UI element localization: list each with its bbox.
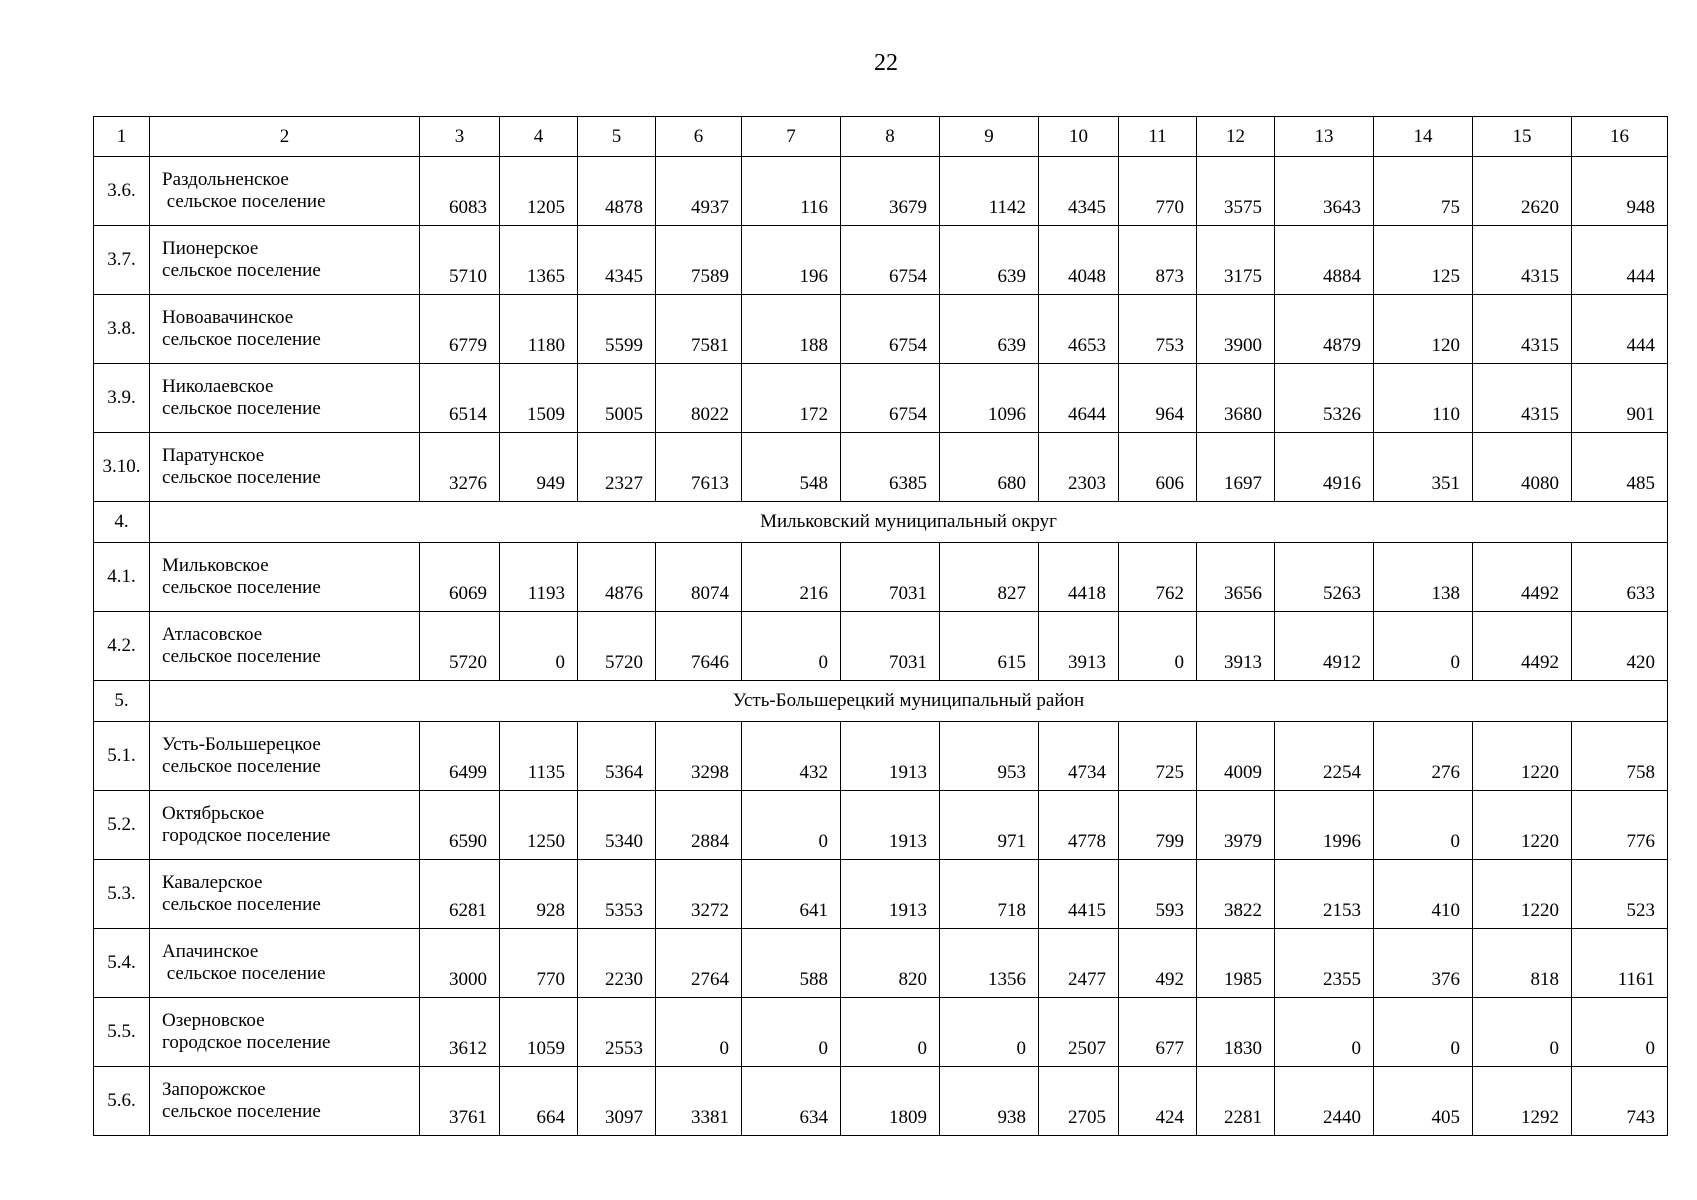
settlement-name-line: сельское поселение xyxy=(162,756,321,777)
value-cell: 1356 xyxy=(940,929,1039,998)
value-cell: 1250 xyxy=(500,791,578,860)
value-cell: 664 xyxy=(500,1067,578,1136)
value-cell: 125 xyxy=(1374,226,1473,295)
value-cell: 0 xyxy=(742,791,841,860)
value-cell: 1193 xyxy=(500,543,578,612)
value-cell: 1135 xyxy=(500,722,578,791)
settlement-name-line: городское поселение xyxy=(162,825,331,846)
value-cell: 3175 xyxy=(1197,226,1275,295)
value-cell: 3272 xyxy=(656,860,742,929)
value-cell: 2884 xyxy=(656,791,742,860)
value-cell: 971 xyxy=(940,791,1039,860)
table-row xyxy=(94,860,1668,929)
value-cell: 0 xyxy=(500,612,578,681)
value-cell: 1220 xyxy=(1473,791,1572,860)
value-cell: 3000 xyxy=(420,929,500,998)
column-header: 8 xyxy=(841,117,940,157)
value-cell: 3913 xyxy=(1197,612,1275,681)
value-cell: 2764 xyxy=(656,929,742,998)
row-number: 3.7. xyxy=(94,226,150,295)
settlement-name-line: сельское поселение xyxy=(162,191,326,212)
value-cell: 5710 xyxy=(420,226,500,295)
settlement-name-line: Раздольненское xyxy=(162,169,289,191)
value-cell: 7031 xyxy=(841,612,940,681)
value-cell: 1220 xyxy=(1473,722,1572,791)
settlement-name-line: Апачинское xyxy=(162,941,259,963)
value-cell: 410 xyxy=(1374,860,1473,929)
value-cell: 7589 xyxy=(656,226,742,295)
settlement-name-line: Пионерское xyxy=(162,238,259,260)
section-row xyxy=(94,502,1668,543)
value-cell: 770 xyxy=(1119,157,1197,226)
value-cell: 376 xyxy=(1374,929,1473,998)
value-cell: 820 xyxy=(841,929,940,998)
value-cell: 0 xyxy=(1119,612,1197,681)
value-cell: 6069 xyxy=(420,543,500,612)
column-header: 5 xyxy=(578,117,656,157)
value-cell: 3276 xyxy=(420,433,500,502)
value-cell: 4345 xyxy=(578,226,656,295)
value-cell: 2355 xyxy=(1275,929,1374,998)
value-cell: 901 xyxy=(1572,364,1668,433)
value-cell: 548 xyxy=(742,433,841,502)
value-cell: 5005 xyxy=(578,364,656,433)
value-cell: 0 xyxy=(1275,998,1374,1067)
row-number: 3.10. xyxy=(94,433,150,502)
value-cell: 1059 xyxy=(500,998,578,1067)
row-number: 4.1. xyxy=(94,543,150,612)
section-number: 4. xyxy=(94,502,150,543)
value-cell: 0 xyxy=(1374,612,1473,681)
value-cell: 4778 xyxy=(1039,791,1119,860)
value-cell: 4415 xyxy=(1039,860,1119,929)
settlement-name-line: сельское поселение xyxy=(162,577,321,598)
value-cell: 6514 xyxy=(420,364,500,433)
value-cell: 6779 xyxy=(420,295,500,364)
row-number: 5.3. xyxy=(94,860,150,929)
value-cell: 1096 xyxy=(940,364,1039,433)
column-header: 11 xyxy=(1119,117,1197,157)
value-cell: 799 xyxy=(1119,791,1197,860)
value-cell: 492 xyxy=(1119,929,1197,998)
settlement-name xyxy=(150,157,420,226)
value-cell: 444 xyxy=(1572,295,1668,364)
value-cell: 1509 xyxy=(500,364,578,433)
section-title: Мильковский муниципальный округ xyxy=(150,502,1668,543)
value-cell: 593 xyxy=(1119,860,1197,929)
column-header: 3 xyxy=(420,117,500,157)
section-number: 5. xyxy=(94,681,150,722)
value-cell: 6385 xyxy=(841,433,940,502)
value-cell: 1913 xyxy=(841,722,940,791)
value-cell: 1830 xyxy=(1197,998,1275,1067)
value-cell: 4876 xyxy=(578,543,656,612)
value-cell: 1913 xyxy=(841,791,940,860)
column-header: 2 xyxy=(150,117,420,157)
column-header: 1 xyxy=(94,117,150,157)
settlement-name xyxy=(150,1067,420,1136)
table-row xyxy=(94,295,1668,364)
value-cell: 4734 xyxy=(1039,722,1119,791)
value-cell: 948 xyxy=(1572,157,1668,226)
value-cell: 964 xyxy=(1119,364,1197,433)
value-cell: 4315 xyxy=(1473,295,1572,364)
value-cell: 4418 xyxy=(1039,543,1119,612)
value-cell: 7581 xyxy=(656,295,742,364)
value-cell: 6754 xyxy=(841,295,940,364)
value-cell: 6083 xyxy=(420,157,500,226)
value-cell: 5364 xyxy=(578,722,656,791)
settlement-name-line: сельское поселение xyxy=(162,329,321,350)
value-cell: 0 xyxy=(1572,998,1668,1067)
value-cell: 116 xyxy=(742,157,841,226)
value-cell: 4878 xyxy=(578,157,656,226)
settlement-name-line: Новоавачинское xyxy=(162,307,294,329)
column-header: 15 xyxy=(1473,117,1572,157)
settlement-name-line: Усть-Большерецкое xyxy=(162,734,321,756)
value-cell: 1142 xyxy=(940,157,1039,226)
value-cell: 4884 xyxy=(1275,226,1374,295)
value-cell: 588 xyxy=(742,929,841,998)
section-title: Усть-Большерецкий муниципальный район xyxy=(150,681,1668,722)
value-cell: 0 xyxy=(656,998,742,1067)
value-cell: 432 xyxy=(742,722,841,791)
value-cell: 3643 xyxy=(1275,157,1374,226)
settlement-name xyxy=(150,364,420,433)
value-cell: 110 xyxy=(1374,364,1473,433)
value-cell: 2705 xyxy=(1039,1067,1119,1136)
settlement-name-line: сельское поселение xyxy=(162,646,321,667)
table-body xyxy=(94,117,1668,1136)
value-cell: 818 xyxy=(1473,929,1572,998)
value-cell: 1996 xyxy=(1275,791,1374,860)
settlement-name-line: сельское поселение xyxy=(162,467,321,488)
value-cell: 188 xyxy=(742,295,841,364)
value-cell: 4080 xyxy=(1473,433,1572,502)
value-cell: 677 xyxy=(1119,998,1197,1067)
value-cell: 615 xyxy=(940,612,1039,681)
value-cell: 2254 xyxy=(1275,722,1374,791)
value-cell: 3381 xyxy=(656,1067,742,1136)
row-number: 4.2. xyxy=(94,612,150,681)
settlement-name-line: Запорожское xyxy=(162,1079,266,1101)
data-table xyxy=(93,116,1668,1136)
column-header: 12 xyxy=(1197,117,1275,157)
value-cell: 8074 xyxy=(656,543,742,612)
settlement-name-line: Мильковское xyxy=(162,555,269,577)
value-cell: 3097 xyxy=(578,1067,656,1136)
value-cell: 3979 xyxy=(1197,791,1275,860)
value-cell: 1365 xyxy=(500,226,578,295)
value-cell: 0 xyxy=(940,998,1039,1067)
settlement-name xyxy=(150,543,420,612)
value-cell: 2553 xyxy=(578,998,656,1067)
settlement-name xyxy=(150,226,420,295)
value-cell: 776 xyxy=(1572,791,1668,860)
value-cell: 4315 xyxy=(1473,364,1572,433)
value-cell: 485 xyxy=(1572,433,1668,502)
column-header: 10 xyxy=(1039,117,1119,157)
value-cell: 0 xyxy=(1473,998,1572,1067)
value-cell: 1809 xyxy=(841,1067,940,1136)
value-cell: 351 xyxy=(1374,433,1473,502)
value-cell: 949 xyxy=(500,433,578,502)
value-cell: 639 xyxy=(940,226,1039,295)
value-cell: 6590 xyxy=(420,791,500,860)
value-cell: 1292 xyxy=(1473,1067,1572,1136)
table-row xyxy=(94,998,1668,1067)
settlement-name-line: сельское поселение xyxy=(162,894,321,915)
value-cell: 6754 xyxy=(841,364,940,433)
value-cell: 4912 xyxy=(1275,612,1374,681)
row-number: 5.2. xyxy=(94,791,150,860)
value-cell: 7613 xyxy=(656,433,742,502)
settlement-name-line: сельское поселение xyxy=(162,1101,321,1122)
row-number: 3.8. xyxy=(94,295,150,364)
value-cell: 4937 xyxy=(656,157,742,226)
settlement-name-line: сельское поселение xyxy=(162,260,321,281)
value-cell: 424 xyxy=(1119,1067,1197,1136)
value-cell: 827 xyxy=(940,543,1039,612)
value-cell: 770 xyxy=(500,929,578,998)
value-cell: 953 xyxy=(940,722,1039,791)
value-cell: 7646 xyxy=(656,612,742,681)
value-cell: 3680 xyxy=(1197,364,1275,433)
value-cell: 5326 xyxy=(1275,364,1374,433)
value-cell: 2153 xyxy=(1275,860,1374,929)
value-cell: 3761 xyxy=(420,1067,500,1136)
value-cell: 762 xyxy=(1119,543,1197,612)
value-cell: 3575 xyxy=(1197,157,1275,226)
header-row xyxy=(94,117,1668,157)
value-cell: 138 xyxy=(1374,543,1473,612)
value-cell: 6499 xyxy=(420,722,500,791)
value-cell: 2440 xyxy=(1275,1067,1374,1136)
value-cell: 4315 xyxy=(1473,226,1572,295)
value-cell: 276 xyxy=(1374,722,1473,791)
value-cell: 0 xyxy=(841,998,940,1067)
row-number: 5.6. xyxy=(94,1067,150,1136)
value-cell: 3679 xyxy=(841,157,940,226)
table-row xyxy=(94,226,1668,295)
column-header: 16 xyxy=(1572,117,1668,157)
value-cell: 634 xyxy=(742,1067,841,1136)
value-cell: 758 xyxy=(1572,722,1668,791)
row-number: 5.5. xyxy=(94,998,150,1067)
value-cell: 420 xyxy=(1572,612,1668,681)
settlement-name xyxy=(150,929,420,998)
value-cell: 718 xyxy=(940,860,1039,929)
value-cell: 5720 xyxy=(420,612,500,681)
value-cell: 5720 xyxy=(578,612,656,681)
value-cell: 5340 xyxy=(578,791,656,860)
value-cell: 2477 xyxy=(1039,929,1119,998)
value-cell: 2507 xyxy=(1039,998,1119,1067)
value-cell: 0 xyxy=(1374,998,1473,1067)
section-row xyxy=(94,681,1668,722)
value-cell: 6281 xyxy=(420,860,500,929)
settlement-name-line: сельское поселение xyxy=(162,963,326,984)
page-number: 22 xyxy=(874,50,898,76)
table-row xyxy=(94,157,1668,226)
value-cell: 0 xyxy=(1374,791,1473,860)
settlement-name xyxy=(150,433,420,502)
table-row xyxy=(94,364,1668,433)
settlement-name-line: сельское поселение xyxy=(162,398,321,419)
settlement-name-line: Николаевское xyxy=(162,376,274,398)
value-cell: 444 xyxy=(1572,226,1668,295)
value-cell: 3913 xyxy=(1039,612,1119,681)
value-cell: 0 xyxy=(742,612,841,681)
value-cell: 216 xyxy=(742,543,841,612)
row-number: 3.9. xyxy=(94,364,150,433)
value-cell: 405 xyxy=(1374,1067,1473,1136)
settlement-name xyxy=(150,295,420,364)
settlement-name-line: Озерновское xyxy=(162,1010,265,1032)
settlement-name-line: Октябрьское xyxy=(162,803,265,825)
value-cell: 120 xyxy=(1374,295,1473,364)
value-cell: 1697 xyxy=(1197,433,1275,502)
value-cell: 3612 xyxy=(420,998,500,1067)
value-cell: 1913 xyxy=(841,860,940,929)
table-row xyxy=(94,929,1668,998)
settlement-name xyxy=(150,612,420,681)
settlement-name-line: Паратунское xyxy=(162,445,265,467)
value-cell: 1180 xyxy=(500,295,578,364)
value-cell: 680 xyxy=(940,433,1039,502)
value-cell: 3900 xyxy=(1197,295,1275,364)
column-header: 7 xyxy=(742,117,841,157)
value-cell: 641 xyxy=(742,860,841,929)
value-cell: 4048 xyxy=(1039,226,1119,295)
column-header: 4 xyxy=(500,117,578,157)
value-cell: 3822 xyxy=(1197,860,1275,929)
value-cell: 2230 xyxy=(578,929,656,998)
value-cell: 873 xyxy=(1119,226,1197,295)
table-row xyxy=(94,433,1668,502)
value-cell: 639 xyxy=(940,295,1039,364)
value-cell: 2303 xyxy=(1039,433,1119,502)
value-cell: 1161 xyxy=(1572,929,1668,998)
value-cell: 633 xyxy=(1572,543,1668,612)
value-cell: 4879 xyxy=(1275,295,1374,364)
settlement-name xyxy=(150,860,420,929)
value-cell: 4009 xyxy=(1197,722,1275,791)
value-cell: 606 xyxy=(1119,433,1197,502)
settlement-name-line: городское поселение xyxy=(162,1032,331,1053)
table-row xyxy=(94,612,1668,681)
table-row xyxy=(94,1067,1668,1136)
value-cell: 928 xyxy=(500,860,578,929)
column-header: 14 xyxy=(1374,117,1473,157)
value-cell: 7031 xyxy=(841,543,940,612)
value-cell: 3656 xyxy=(1197,543,1275,612)
settlement-name xyxy=(150,998,420,1067)
row-number: 5.4. xyxy=(94,929,150,998)
table-row xyxy=(94,791,1668,860)
value-cell: 8022 xyxy=(656,364,742,433)
column-header: 9 xyxy=(940,117,1039,157)
column-header: 13 xyxy=(1275,117,1374,157)
value-cell: 523 xyxy=(1572,860,1668,929)
settlement-name-line: Атласовское xyxy=(162,624,263,646)
value-cell: 938 xyxy=(940,1067,1039,1136)
value-cell: 5263 xyxy=(1275,543,1374,612)
value-cell: 4492 xyxy=(1473,543,1572,612)
column-header: 6 xyxy=(656,117,742,157)
table-row xyxy=(94,722,1668,791)
value-cell: 2620 xyxy=(1473,157,1572,226)
value-cell: 1985 xyxy=(1197,929,1275,998)
row-number: 5.1. xyxy=(94,722,150,791)
value-cell: 1205 xyxy=(500,157,578,226)
settlement-name xyxy=(150,791,420,860)
value-cell: 4644 xyxy=(1039,364,1119,433)
value-cell: 3298 xyxy=(656,722,742,791)
value-cell: 725 xyxy=(1119,722,1197,791)
value-cell: 2281 xyxy=(1197,1067,1275,1136)
settlement-name xyxy=(150,722,420,791)
settlement-name-line: Кавалерское xyxy=(162,872,263,894)
value-cell: 75 xyxy=(1374,157,1473,226)
value-cell: 172 xyxy=(742,364,841,433)
value-cell: 196 xyxy=(742,226,841,295)
value-cell: 5599 xyxy=(578,295,656,364)
value-cell: 4492 xyxy=(1473,612,1572,681)
row-number: 3.6. xyxy=(94,157,150,226)
value-cell: 4653 xyxy=(1039,295,1119,364)
value-cell: 743 xyxy=(1572,1067,1668,1136)
value-cell: 1220 xyxy=(1473,860,1572,929)
value-cell: 5353 xyxy=(578,860,656,929)
value-cell: 0 xyxy=(742,998,841,1067)
value-cell: 2327 xyxy=(578,433,656,502)
value-cell: 4345 xyxy=(1039,157,1119,226)
value-cell: 4916 xyxy=(1275,433,1374,502)
value-cell: 753 xyxy=(1119,295,1197,364)
value-cell: 6754 xyxy=(841,226,940,295)
table-row xyxy=(94,543,1668,612)
